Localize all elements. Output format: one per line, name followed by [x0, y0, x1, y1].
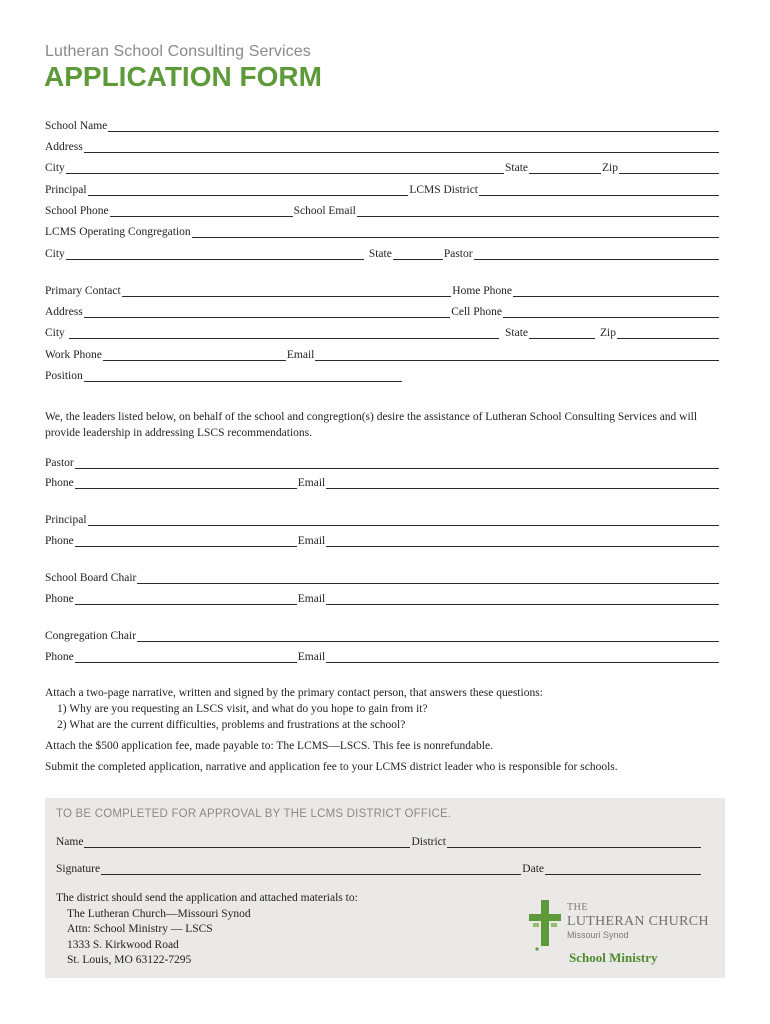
question-1: 1) Why are you requesting an LSCS visit, and what do you hope to gain from it?: [57, 703, 428, 715]
approval-name-field[interactable]: [84, 836, 410, 848]
primary-contact-label: Primary Contact: [45, 285, 121, 297]
primary-contact-field[interactable]: [122, 285, 452, 297]
school-address-label: Address: [45, 141, 83, 153]
school-address-row: [45, 138, 720, 153]
contact-zip-field[interactable]: [617, 327, 719, 339]
congregation-row: [45, 223, 720, 238]
approval-signature-label: Signature: [56, 863, 101, 875]
leader-principal-email-label: Email: [297, 535, 326, 547]
leader-congregation-chair-email-label: Email: [297, 651, 326, 663]
home-phone-field[interactable]: [513, 285, 719, 297]
approval-date-field[interactable]: [545, 863, 701, 875]
leader-congregation-chair-label: Congregation Chair: [45, 630, 137, 642]
school-city-label: City: [45, 162, 65, 174]
leader-board-chair-email-field[interactable]: [326, 593, 719, 605]
school-name-label: School Name: [45, 120, 108, 132]
contact-email-label: Email: [286, 349, 315, 361]
school-name-row: [45, 117, 720, 132]
address-line-4: St. Louis, MO 63122-7295: [67, 954, 192, 966]
position-label: Position: [45, 370, 83, 382]
position-field[interactable]: [84, 370, 402, 382]
fee-instructions: Attach the $500 application fee, made payable to: The LCMS—LSCS. This fee is nonrefundable.: [45, 740, 493, 752]
leader-pastor-email-label: Email: [297, 477, 326, 489]
logo-synod-text: Missouri Synod: [567, 930, 629, 940]
lcms-district-label: LCMS District: [409, 184, 478, 196]
leader-board-chair-phone-row: [45, 590, 720, 605]
leader-principal-phone-row: [45, 532, 720, 547]
work-phone-label: Work Phone: [45, 349, 102, 361]
leader-congregation-chair-field[interactable]: [137, 630, 719, 642]
narrative-text: Attach a two-page narrative, written and signed by the primary contact person, that answers these questions:: [45, 687, 543, 699]
approval-signature-field[interactable]: [101, 863, 521, 875]
congregation-city-field[interactable]: [66, 248, 364, 260]
school-name-field[interactable]: [108, 120, 719, 132]
contact-city-field[interactable]: [69, 327, 499, 339]
principal-field[interactable]: [88, 184, 409, 196]
send-to-text: The district should send the application and attached materials to:: [56, 892, 358, 904]
principal-row: [45, 181, 720, 196]
contact-zip-label: Zip: [600, 327, 616, 339]
approval-date-label: Date: [522, 863, 544, 875]
school-email-field[interactable]: [357, 205, 719, 217]
school-phone-field[interactable]: [110, 205, 293, 217]
question-2: 2) What are the current difficulties, problems and frustrations at the school?: [57, 719, 406, 731]
leader-board-chair-email-label: Email: [297, 593, 326, 605]
leaders-statement: We, the leaders listed below, on behalf of the school and congregtion(s) desire the assistance of Lutheran School Consulting Services and will provide leadership in addressing LSCS recommendations.: [45, 411, 698, 439]
logo-the-text: THE: [567, 902, 588, 913]
leader-principal-phone-field[interactable]: [75, 535, 297, 547]
lcms-district-field[interactable]: [479, 184, 719, 196]
leader-pastor-row: [45, 454, 720, 469]
leader-principal-row: [45, 511, 720, 526]
approval-name-label: Name: [56, 836, 84, 848]
leader-board-chair-field[interactable]: [137, 572, 719, 584]
school-city-row: [45, 159, 720, 174]
primary-contact-row: [45, 282, 720, 297]
leader-board-chair-row: [45, 569, 720, 584]
approval-district-label: District: [411, 836, 446, 848]
school-city-field[interactable]: [66, 162, 504, 174]
congregation-state-label: State: [368, 248, 392, 260]
contact-state-label: State: [505, 327, 529, 339]
approval-box: [45, 798, 725, 978]
contact-address-field[interactable]: [84, 306, 451, 318]
leader-pastor-phone-row: [45, 474, 720, 489]
contact-address-row: [45, 303, 720, 318]
leader-pastor-label: Pastor: [45, 457, 74, 469]
contact-city-row: [45, 324, 720, 339]
congregation-city-row: [45, 245, 720, 260]
contact-email-field[interactable]: [315, 349, 719, 361]
position-row: [45, 367, 720, 382]
leader-board-chair-label: School Board Chair: [45, 572, 137, 584]
congregation-city-label: City: [45, 248, 65, 260]
school-address-field[interactable]: [84, 141, 719, 153]
address-line-3: 1333 S. Kirkwood Road: [67, 938, 179, 951]
leader-pastor-phone-field[interactable]: [75, 477, 297, 489]
cross-icon: [527, 900, 563, 952]
lcms-logo: [527, 898, 717, 970]
contact-address-label: Address: [45, 306, 83, 318]
leader-pastor-email-field[interactable]: [326, 477, 719, 489]
address-line-2: Attn: School Ministry — LSCS: [67, 923, 213, 935]
school-email-label: School Email: [293, 205, 356, 217]
approval-name-row: [56, 833, 702, 848]
leader-pastor-phone-label: Phone: [45, 477, 74, 489]
approval-district-field[interactable]: [447, 836, 701, 848]
school-phone-label: School Phone: [45, 205, 109, 217]
leader-congregation-chair-phone-row: [45, 648, 720, 663]
page-subtitle: Lutheran School Consulting Services: [45, 43, 311, 60]
leader-board-chair-phone-label: Phone: [45, 593, 74, 605]
pastor-field[interactable]: [474, 248, 719, 260]
leader-congregation-chair-email-field[interactable]: [326, 651, 719, 663]
page-title: APPLICATION FORM: [44, 61, 322, 92]
leader-congregation-chair-phone-field[interactable]: [75, 651, 297, 663]
school-zip-field[interactable]: [619, 162, 719, 174]
leader-principal-label: Principal: [45, 514, 87, 526]
cell-phone-label: Cell Phone: [451, 306, 502, 318]
school-state-field[interactable]: [529, 162, 601, 174]
approval-signature-row: [56, 860, 702, 875]
approval-heading: TO BE COMPLETED FOR APPROVAL BY THE LCMS DISTRICT OFFICE.: [56, 808, 452, 820]
leader-congregation-chair-row: [45, 627, 720, 642]
leader-principal-phone-label: Phone: [45, 535, 74, 547]
school-state-label: State: [505, 162, 529, 174]
logo-church-text: LUTHERAN CHURCH: [567, 914, 709, 929]
address-line-1: The Lutheran Church—Missouri Synod: [67, 907, 251, 920]
congregation-field[interactable]: [192, 226, 719, 238]
school-phone-row: [45, 202, 720, 217]
home-phone-label: Home Phone: [452, 285, 512, 297]
work-phone-row: [45, 346, 720, 361]
mailing-address: [56, 891, 358, 969]
cell-phone-field[interactable]: [503, 306, 719, 318]
logo-ministry-text: School Ministry: [569, 950, 658, 965]
leader-principal-email-field[interactable]: [326, 535, 719, 547]
contact-city-label: City: [45, 327, 65, 339]
leader-pastor-field[interactable]: [75, 457, 719, 469]
leader-congregation-chair-phone-label: Phone: [45, 651, 74, 663]
submit-instructions: Submit the completed application, narrative and application fee to your LCMS district leader who is responsible for schools.: [45, 761, 618, 773]
congregation-label: LCMS Operating Congregation: [45, 226, 191, 238]
school-zip-label: Zip: [602, 162, 618, 174]
contact-state-field[interactable]: [529, 327, 595, 339]
leader-board-chair-phone-field[interactable]: [75, 593, 297, 605]
congregation-state-field[interactable]: [393, 248, 443, 260]
leader-principal-field[interactable]: [88, 514, 719, 526]
narrative-instructions: [45, 685, 725, 733]
pastor-label: Pastor: [443, 248, 473, 260]
principal-label: Principal: [45, 184, 87, 196]
work-phone-field[interactable]: [103, 349, 286, 361]
